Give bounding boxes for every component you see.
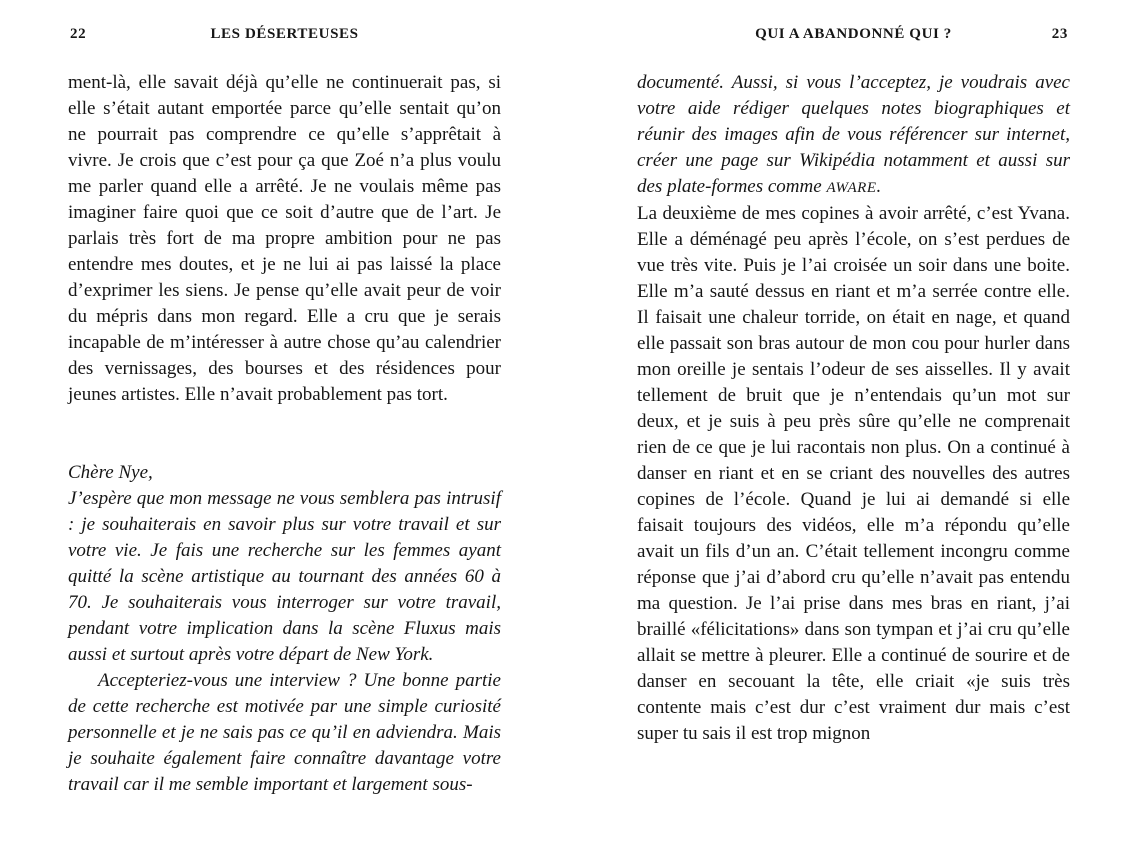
- aware-smallcaps: AWARE: [826, 180, 877, 196]
- running-header-left: [68, 24, 501, 44]
- letter-salutation: Chère Nye,: [68, 462, 153, 483]
- page-left: [68, 24, 501, 798]
- narrative-paragraph: ment-là, elle savait déjà qu’elle ne continuerait pas, si elle s’était autant emportée parce qu’elle sentait qu’on ne pourrait pas comprendre ce qu’elle s’apprêtait à vivre. Je crois que c’est pour ça que Zoé n’a plus voulu me parler quand elle a arrêté. Je ne voulais même pas imaginer faire quoi que ce soit d’autre que de l’art. Je parlais très fort de ma propre ambition pour ne pas entendre mes doutes, et je ne lui ai pas laissé la place d’exprimer les siens. Je pense qu’elle avait peur de voir du mépris dans mon regard. Elle a cru que je serais incapable de m’intéresser à autre chose qu’au calendrier des vernissages, des bourses et des résidences pour jeunes artistes. Elle n’avait probablement pas tort.: [68, 72, 501, 405]
- page-number-left: 22: [70, 26, 87, 42]
- letter-continuation-end: .: [876, 176, 882, 197]
- narrative-paragraph: La deuxième de mes copines à avoir arrêté, c’est Yvana. Elle a déménagé peu après l’école, on s’est perdues de vue très vite. Puis je l’ai croisée un soir dans une boite. Elle m’a sauté dessus en riant et m’a serrée contre elle. Il faisait une chaleur torride, on était en nage, et quand elle passait son bras autour de mon cou pour hurler dans mon oreille je sentais l’odeur de ses aisselles. Il y avait tellement de bruit que je n’entendais qu’un mot sur deux, et je suis à peu près sûre qu’elle ne comprenait rien de ce que je lui racontais non plus. On a continué à danser en riant et en se criant des nouvelles des autres copines de l’école. Quand je lui ai demandé si elle faisait toujours des vidéos, elle m’a répondu qu’elle avait un fils d’un an. C’était tellement incongru comme réponse que j’ai d’abord cru qu’elle n’avait pas entendu ma question. Je l’ai prise dans mes bras en riant, j’ai braillé «félicitations» dans son tympan et j’ai cru qu’elle allait se mettre à pleurer. Elle a continué de sourire et de danser en secouant la tête, elle criait «je suis très contente mais c’est dur c’est vraiment dur mais c’est super tu sais il est trop mignon: [637, 203, 1070, 744]
- running-head-title-right: QUI A ABANDONNÉ QUI ?: [755, 26, 952, 42]
- running-header-right: [637, 24, 1070, 44]
- running-head-title-left: LES DÉSERTEUSES: [210, 26, 359, 42]
- letter-paragraph: [637, 70, 1070, 201]
- page-right: [637, 24, 1070, 747]
- letter-paragraph: J’espère que mon message ne vous semblera pas intrusif : je souhaiterais en savoir plus sur votre travail et sur votre vie. Je fais une recherche sur les femmes ayant quitté la scène artistique au tournant des années 60 à 70. Je souhaiterais vous interroger sur votre travail, pendant votre implication dans la scène Fluxus mais aussi et surtout après votre départ de New York.: [68, 488, 501, 665]
- body-text-right: [637, 70, 1070, 747]
- letter-paragraph: Accepteriez-vous une interview ? Une bonne partie de cette recherche est motivée par une simple curiosité personnelle et je ne sais pas ce qu’il en adviendra. Mais je souhaite également faire connaître davantage votre travail car il me semble important et largement sous-: [68, 670, 501, 795]
- page-number-right: 23: [1051, 26, 1068, 42]
- letter-excerpt: [68, 460, 501, 798]
- letter-continuation-text: documenté. Aussi, si vous l’acceptez, je voudrais avec votre aide rédiger quelques notes biographiques et réunir des images afin de vous référencer sur internet, créer une page sur Wikipédia notamment et aussi sur des plate-formes comme: [637, 72, 1070, 197]
- body-text-left: [68, 70, 501, 798]
- letter-continuation: [637, 70, 1070, 201]
